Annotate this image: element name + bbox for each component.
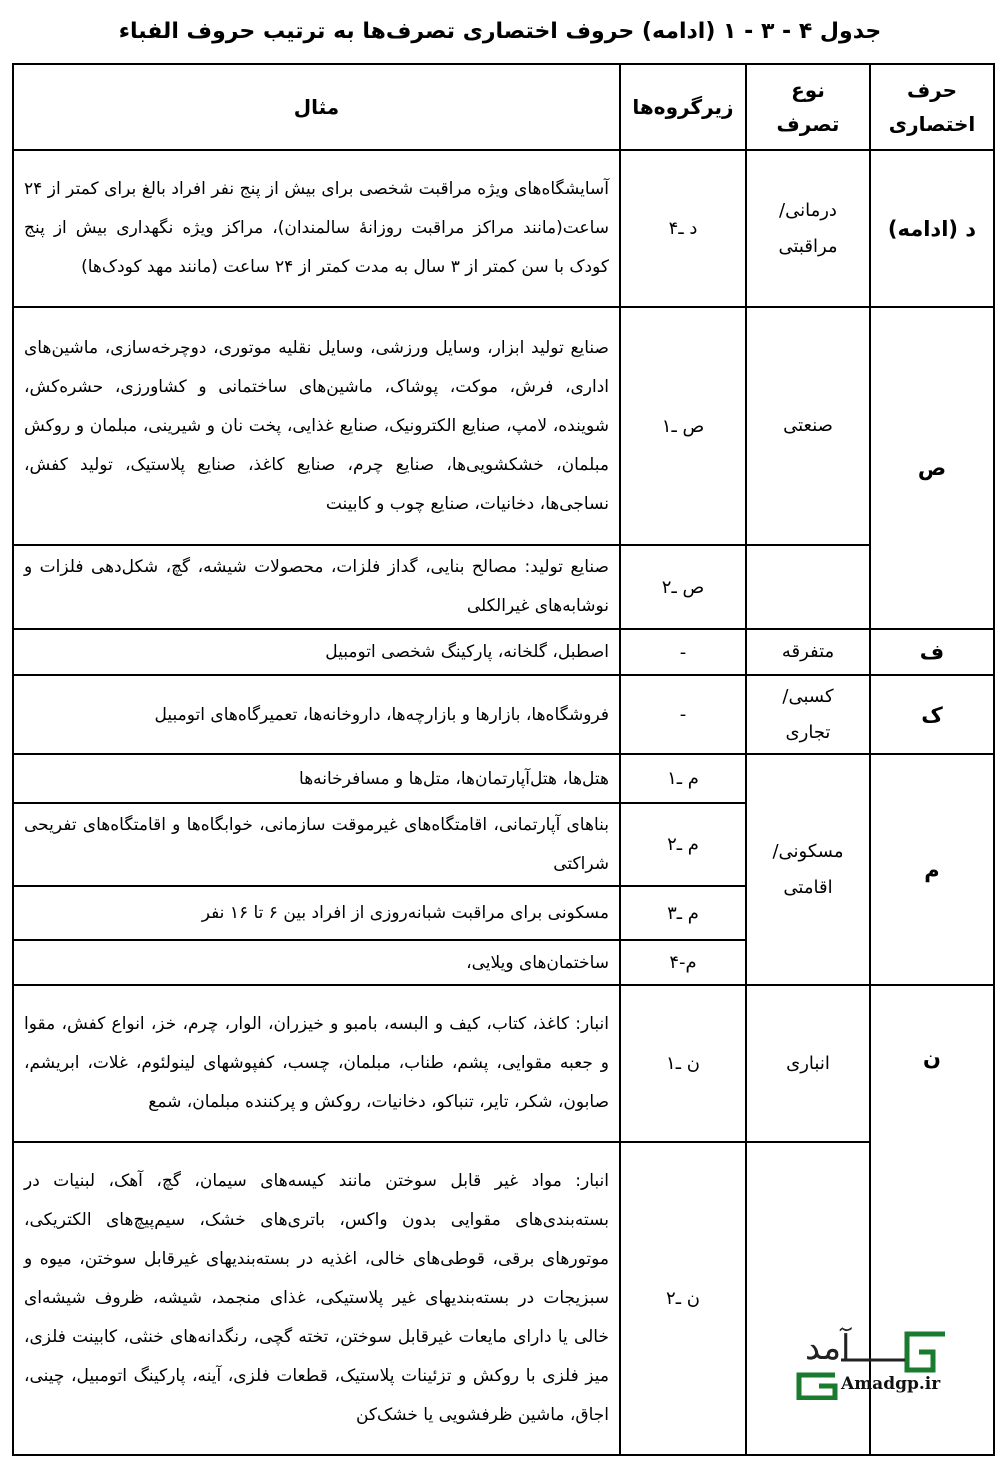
example-cell: صنایع تولید ابزار، وسایل ورزشی، وسایل نقلیه موتوری، دوچرخه‌سازی، ماشین‌های اداری، فرش، موکت، پوشاک، ماشین‌های ساختمانی و کشاورزی، حشره‌کش، شوینده، لامپ، صنایع الکترونیک، صنایع غذایی، پخت نان و شیرینی، مبلمان و روکش مبلمان، خشکشویی‌ها، صنایع چرم، صنایع کاغذ، صنایع پلاستیک، تولید کفش، نساجی‌ها، دخانیات، صنایع چوب و کابینت [13,307,620,545]
type-cell: متفرقه [746,629,870,675]
example-cell: بناهای آپارتمانی، اقامتگاه‌های غیرموقت سازمانی، خوابگاه‌ها و اقامتگاه‌های تفریحی شراکتی [13,803,620,886]
type-cell: انباری [746,985,870,1142]
subgroup-cell: ص ـ۲ [620,545,746,629]
page-title: جدول ۴ - ۳ - ۱ (ادامه) حروف اختصاری تصرف‌ها به ترتیب حروف الفباء [118,19,882,44]
type-cell: درمانی/ مراقبتی [746,150,870,307]
letter-cell: ف [870,629,994,675]
table-row [13,545,994,629]
watermark-logo [795,1330,950,1400]
subgroup-cell: - [620,675,746,754]
type-cell: مسکونی/ اقامتی [746,754,870,985]
subgroup-cell: م-۴ [620,940,746,985]
table-row [13,150,994,307]
example-cell: اصطبل، گلخانه، پارکینگ شخصی اتومبیل [13,629,620,675]
example-cell: فروشگاه‌ها، بازارها و بازارچه‌ها، داروخانه‌ها، تعمیرگاه‌های اتومبیل [13,675,620,754]
table-header-row [13,64,994,150]
watermark-site: Amadgp.ir [841,1374,941,1394]
subgroup-cell: ن ـ۲ [620,1142,746,1455]
subgroup-cell: - [620,629,746,675]
table-row [13,754,994,803]
header-subgroups: زیرگروه‌ها [620,64,746,150]
type-cell-empty [746,545,870,629]
subgroup-cell: م ـ۳ [620,886,746,940]
table-row [13,1142,994,1455]
example-cell: مسکونی برای مراقبت شبانه‌روزی از افراد بین ۶ تا ۱۶ نفر [13,886,620,940]
type-cell: کسبی/ تجاری [746,675,870,754]
watermark-word: آمد [805,1328,851,1368]
subgroup-cell: م ـ۱ [620,754,746,803]
letter-cell: م [870,754,994,985]
subgroup-cell: ص ـ۱ [620,307,746,545]
subgroup-cell: ن ـ۱ [620,985,746,1142]
header-type: نوع تصرف [746,64,870,150]
subgroup-cell: م ـ۲ [620,803,746,886]
example-cell: ساختمان‌های ویلایی، [13,940,620,985]
example-cell: صنایع تولید: مصالح بنایی، گداز فلزات، محصولات شیشه، گچ، شکل‌دهی فلزات و نوشابه‌های غیرالکلی [13,545,620,629]
type-cell-empty [746,1142,870,1455]
example-cell: انبار: کاغذ، کتاب، کیف و البسه، بامبو و خیزران، الوار، چرم، خز، انواع کفش، مقوا و جعبه مقوایی، پشم، طناب، مبلمان، چسب، کفپوشهای لینولئوم، غلات، ابریشم، صابون، شکر، تایر، تنباکو، دخانیات، روکش و پرکننده مبلمان، شمع [13,985,620,1142]
table-row [13,985,994,1142]
header-example: مثال [13,64,620,150]
occupancy-table [12,63,995,1456]
header-letter: حرف اختصاری [870,64,994,150]
table-row [13,307,994,545]
table-row [13,675,994,754]
type-cell: صنعتی [746,307,870,545]
example-cell: هتل‌ها، هتل‌آپارتمان‌ها، متل‌ها و مسافرخانه‌ها [13,754,620,803]
example-cell: آسایشگاه‌های ویژه مراقبت شخصی برای بیش از پنج نفر افراد بالغ برای کمتر از ۲۴ ساعت(مانند مراکز مراقبت روزانهٔ سالمندان)، مراکز ویژه نگهداری بیش از پنج کودک با سن کمتر از ۳ سال به مدت کمتر از ۲۴ ساعت (مانند مهد کودک‌ها) [13,150,620,307]
letter-cell: ص [870,307,994,629]
letter-cell: ک [870,675,994,754]
table-row [13,629,994,675]
letter-cell: د (ادامه) [870,150,994,307]
letter-cell: ن [870,985,994,1455]
example-cell: انبار: مواد غیر قابل سوختن مانند کیسه‌های سیمان، گچ، آهک، لبنیات در بسته‌بندی‌های مقوایی بدون واکس، باتری‌های خشک، سیم‌پیچ‌های الکتریکی، موتورهای برقی، قوطی‌های خالی، اغذیه در بسته‌بندیهای غیرقابل سوختن، میوه و سبزیجات در بسته‌بندیهای غیر پلاستیکی، غذای منجمد، شیشه، ظروف شیشه‌ای خالی یا دارای مایعات غیرقابل سوختن، تخته گچی، رنگدانه‌های خنثی، کابینت فلزی، میز فلزی با روکش و تزئینات پلاستیک، قطعات فلزی، آینه، پارکینگ اتومبیل، چینی، اجاق، ماشین ظرفشویی یا خشک‌کن [13,1142,620,1455]
subgroup-cell: د ـ۴ [620,150,746,307]
